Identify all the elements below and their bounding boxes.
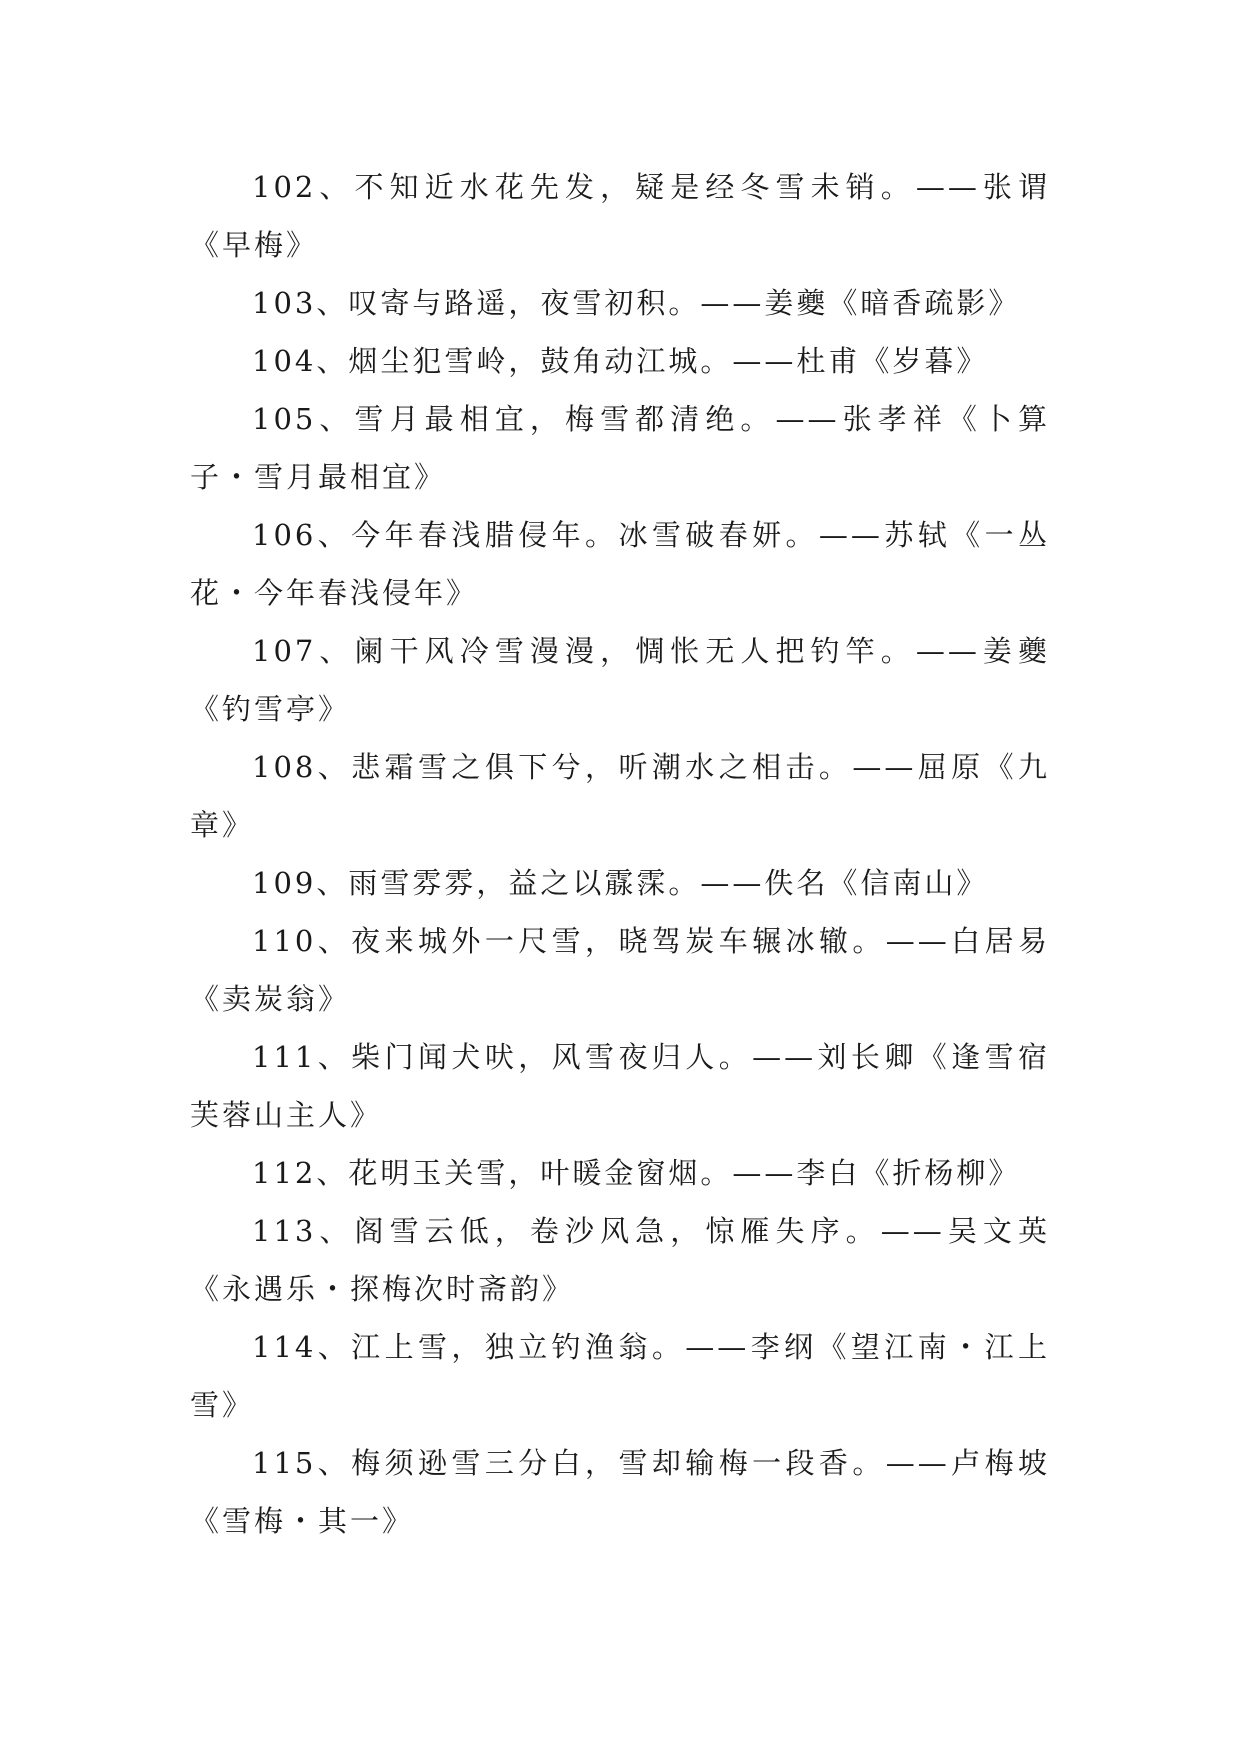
poem-line-102: 102、不知近水花先发，疑是经冬雪未销。——张谓《早梅》 bbox=[190, 170, 1050, 262]
poem-line-104: 104、烟尘犯雪岭，鼓角动江城。——杜甫《岁暮》 bbox=[252, 344, 989, 378]
poem-line-106: 106、今年春浅腊侵年。冰雪破春妍。——苏轼《一丛花・今年春浅侵年》 bbox=[190, 518, 1050, 610]
poem-line-111: 111、柴门闻犬吠，风雪夜归人。——刘长卿《逢雪宿芙蓉山主人》 bbox=[190, 1040, 1050, 1132]
poem-line-107: 107、阑干风冷雪漫漫，惆怅无人把钓竿。——姜夔《钓雪亭》 bbox=[190, 634, 1050, 726]
poem-line-108: 108、悲霜雪之俱下兮，听潮水之相击。——屈原《九章》 bbox=[190, 750, 1050, 842]
poem-line-103: 103、叹寄与路遥，夜雪初积。——姜夔《暗香疏影》 bbox=[252, 286, 1021, 320]
poem-list bbox=[190, 158, 1050, 1550]
poem-line-115: 115、梅须逊雪三分白，雪却输梅一段香。——卢梅坡《雪梅・其一》 bbox=[190, 1446, 1050, 1538]
poem-line-105: 105、雪月最相宜，梅雪都清绝。——张孝祥《卜算子・雪月最相宜》 bbox=[190, 402, 1050, 494]
poem-line-114: 114、江上雪，独立钓渔翁。——李纲《望江南・江上雪》 bbox=[190, 1330, 1050, 1422]
poem-line-110: 110、夜来城外一尺雪，晓驾炭车辗冰辙。——白居易《卖炭翁》 bbox=[190, 924, 1050, 1016]
poem-line-112: 112、花明玉关雪，叶暖金窗烟。——李白《折杨柳》 bbox=[252, 1156, 1021, 1190]
poem-line-113: 113、阁雪云低，卷沙风急，惊雁失序。——吴文英《永遇乐・探梅次时斋韵》 bbox=[190, 1214, 1050, 1306]
poem-line-109: 109、雨雪雰雰，益之以霡霂。——佚名《信南山》 bbox=[252, 866, 989, 900]
